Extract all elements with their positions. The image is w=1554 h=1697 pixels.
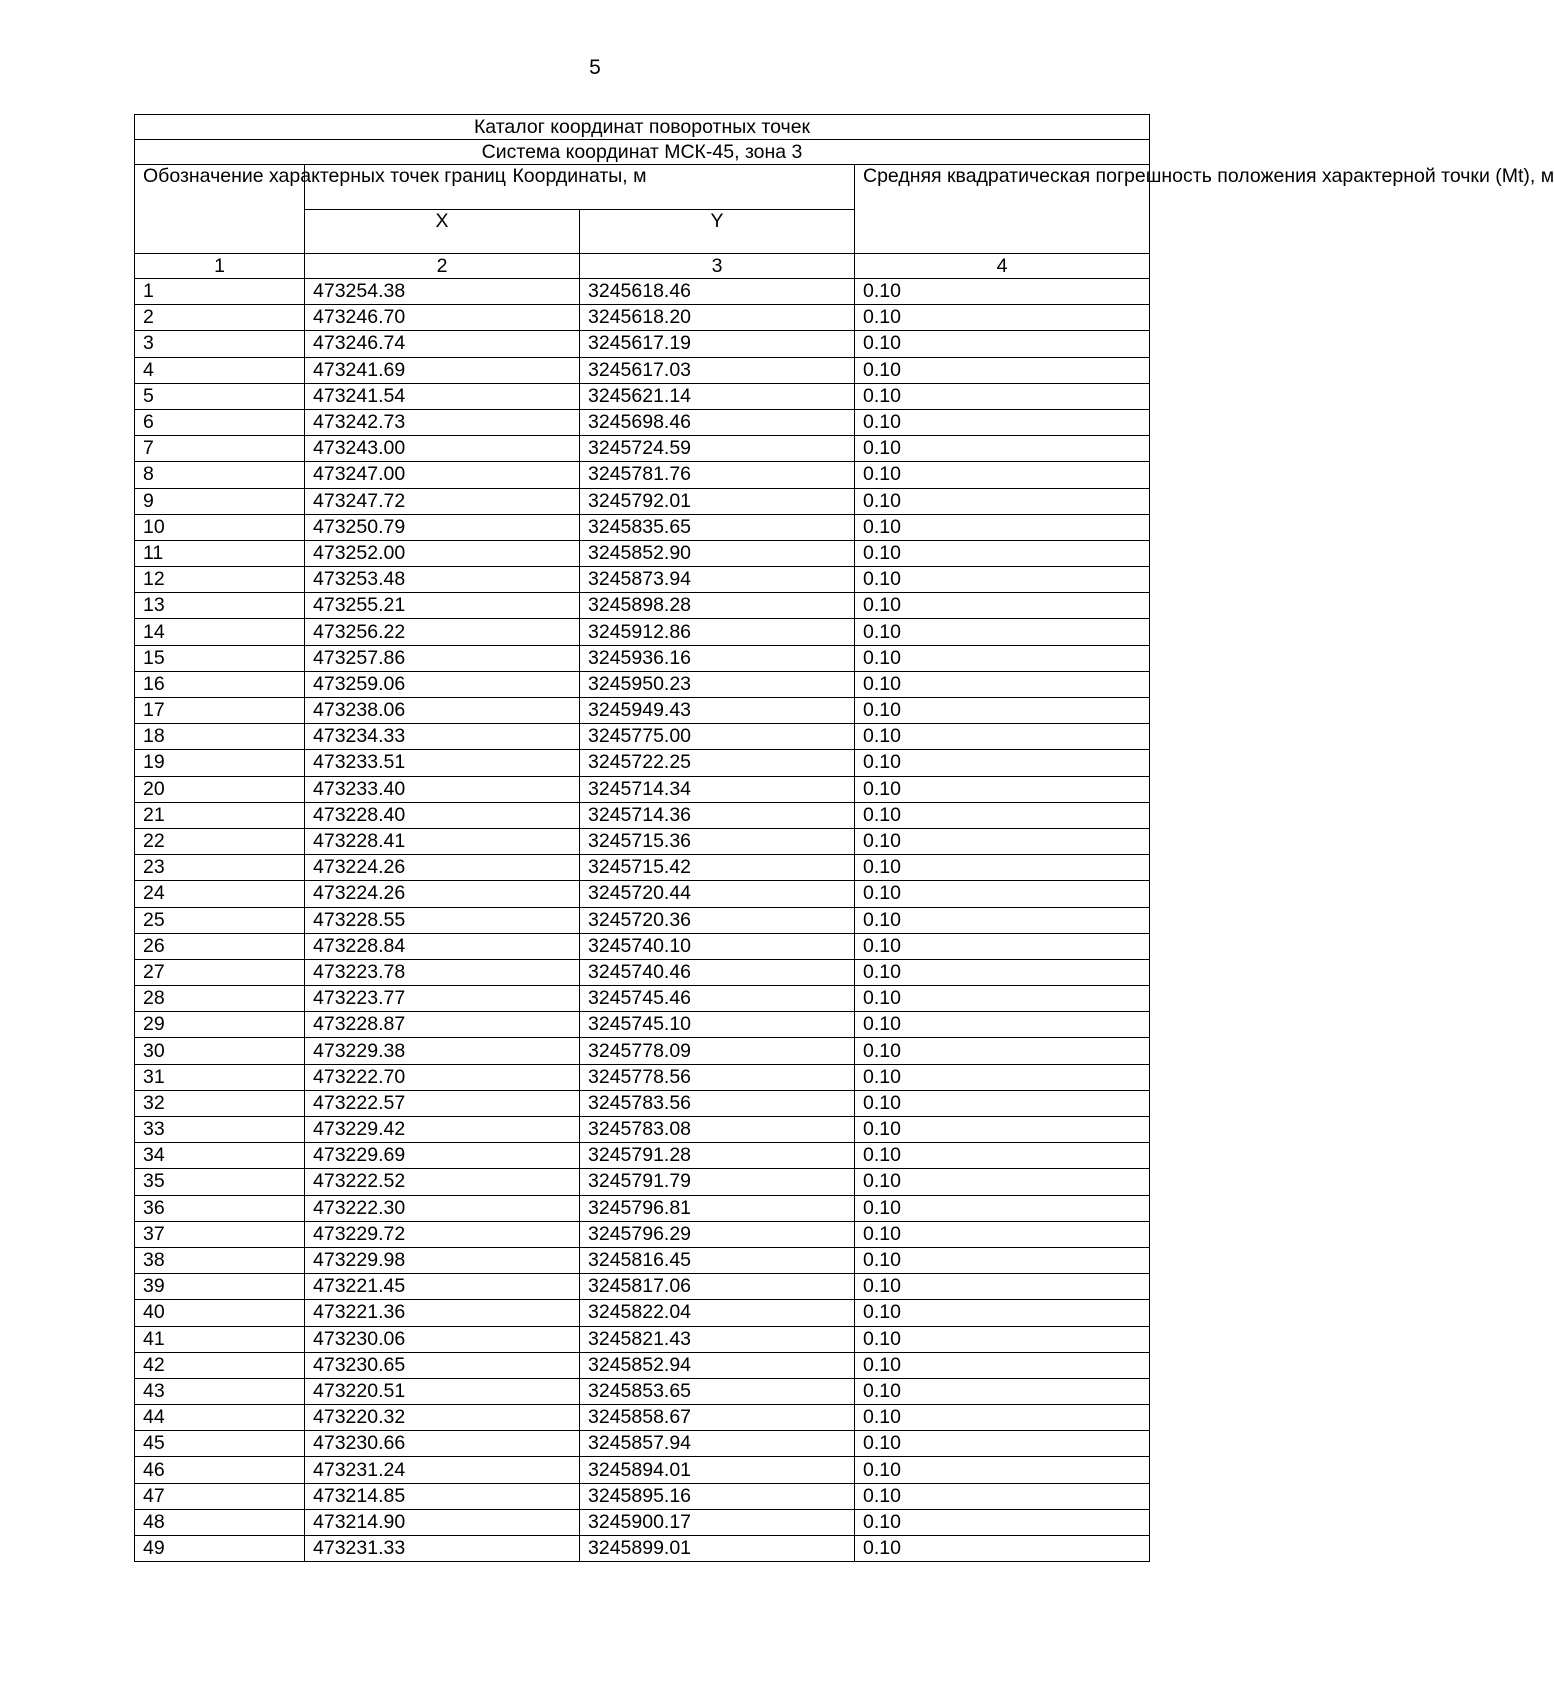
cell-x: 473242.73 <box>305 409 580 435</box>
cell-y: 3245900.17 <box>580 1509 855 1535</box>
cell-mt: 0.10 <box>855 357 1150 383</box>
cell-mt: 0.10 <box>855 907 1150 933</box>
cell-point-id: 4 <box>135 357 305 383</box>
cell-x: 473241.54 <box>305 383 580 409</box>
table-row <box>135 933 1150 959</box>
cell-mt: 0.10 <box>855 462 1150 488</box>
table-row <box>135 488 1150 514</box>
table-row <box>135 514 1150 540</box>
cell-x: 473247.00 <box>305 462 580 488</box>
cell-mt: 0.10 <box>855 698 1150 724</box>
cell-x: 473256.22 <box>305 619 580 645</box>
cell-point-id: 44 <box>135 1405 305 1431</box>
cell-y: 3245783.56 <box>580 1090 855 1116</box>
table-row <box>135 305 1150 331</box>
cell-mt: 0.10 <box>855 1090 1150 1116</box>
cell-y: 3245775.00 <box>580 724 855 750</box>
table-row <box>135 750 1150 776</box>
table-row <box>135 357 1150 383</box>
cell-point-id: 29 <box>135 1012 305 1038</box>
cell-point-id: 20 <box>135 776 305 802</box>
cell-point-id: 9 <box>135 488 305 514</box>
table-row <box>135 1117 1150 1143</box>
cell-mt: 0.10 <box>855 1117 1150 1143</box>
cell-mt: 0.10 <box>855 724 1150 750</box>
table-row <box>135 1012 1150 1038</box>
cell-mt: 0.10 <box>855 1509 1150 1535</box>
cell-y: 3245857.94 <box>580 1431 855 1457</box>
cell-point-id: 6 <box>135 409 305 435</box>
cell-point-id: 28 <box>135 986 305 1012</box>
cell-mt: 0.10 <box>855 1457 1150 1483</box>
table-row <box>135 724 1150 750</box>
table-row <box>135 828 1150 854</box>
cell-point-id: 21 <box>135 802 305 828</box>
cell-x: 473259.06 <box>305 671 580 697</box>
header-coordinates: Координаты, м <box>305 165 855 210</box>
cell-y: 3245720.44 <box>580 881 855 907</box>
column-number: 1 <box>135 254 305 279</box>
cell-point-id: 37 <box>135 1221 305 1247</box>
cell-point-id: 41 <box>135 1326 305 1352</box>
cell-y: 3245617.19 <box>580 331 855 357</box>
cell-y: 3245618.46 <box>580 279 855 305</box>
cell-x: 473230.06 <box>305 1326 580 1352</box>
table-row <box>135 1378 1150 1404</box>
table-row <box>135 671 1150 697</box>
cell-x: 473228.55 <box>305 907 580 933</box>
cell-x: 473247.72 <box>305 488 580 514</box>
cell-y: 3245792.01 <box>580 488 855 514</box>
table-row <box>135 1169 1150 1195</box>
cell-point-id: 42 <box>135 1352 305 1378</box>
cell-y: 3245740.10 <box>580 933 855 959</box>
cell-x: 473221.36 <box>305 1300 580 1326</box>
cell-x: 473224.26 <box>305 881 580 907</box>
cell-y: 3245949.43 <box>580 698 855 724</box>
cell-x: 473228.40 <box>305 802 580 828</box>
table-row <box>135 540 1150 566</box>
cell-y: 3245835.65 <box>580 514 855 540</box>
cell-x: 473220.51 <box>305 1378 580 1404</box>
cell-point-id: 36 <box>135 1195 305 1221</box>
table-row <box>135 776 1150 802</box>
cell-point-id: 27 <box>135 959 305 985</box>
cell-x: 473234.33 <box>305 724 580 750</box>
cell-point-id: 13 <box>135 593 305 619</box>
table-row <box>135 645 1150 671</box>
cell-x: 473220.32 <box>305 1405 580 1431</box>
cell-x: 473255.21 <box>305 593 580 619</box>
cell-y: 3245783.08 <box>580 1117 855 1143</box>
cell-y: 3245715.36 <box>580 828 855 854</box>
cell-mt: 0.10 <box>855 436 1150 462</box>
cell-point-id: 15 <box>135 645 305 671</box>
table-row <box>135 567 1150 593</box>
table-row <box>135 1143 1150 1169</box>
cell-mt: 0.10 <box>855 619 1150 645</box>
cell-point-id: 48 <box>135 1509 305 1535</box>
cell-x: 473230.66 <box>305 1431 580 1457</box>
cell-mt: 0.10 <box>855 828 1150 854</box>
cell-x: 473228.87 <box>305 1012 580 1038</box>
cell-point-id: 43 <box>135 1378 305 1404</box>
table-row <box>135 1090 1150 1116</box>
cell-point-id: 30 <box>135 1038 305 1064</box>
cell-mt: 0.10 <box>855 1405 1150 1431</box>
table-title: Каталог координат поворотных точек <box>135 115 1150 140</box>
cell-x: 473229.42 <box>305 1117 580 1143</box>
table-row <box>135 907 1150 933</box>
table-row <box>135 331 1150 357</box>
cell-y: 3245791.28 <box>580 1143 855 1169</box>
cell-y: 3245895.16 <box>580 1483 855 1509</box>
cell-y: 3245796.81 <box>580 1195 855 1221</box>
cell-mt: 0.10 <box>855 1274 1150 1300</box>
cell-x: 473221.45 <box>305 1274 580 1300</box>
table-row <box>135 1300 1150 1326</box>
cell-x: 473228.84 <box>305 933 580 959</box>
table-row <box>135 1509 1150 1535</box>
cell-y: 3245912.86 <box>580 619 855 645</box>
cell-mt: 0.10 <box>855 1247 1150 1273</box>
cell-point-id: 17 <box>135 698 305 724</box>
cell-y: 3245791.79 <box>580 1169 855 1195</box>
cell-y: 3245745.10 <box>580 1012 855 1038</box>
cell-point-id: 2 <box>135 305 305 331</box>
cell-y: 3245781.76 <box>580 462 855 488</box>
cell-y: 3245873.94 <box>580 567 855 593</box>
table-row <box>135 1038 1150 1064</box>
cell-y: 3245745.46 <box>580 986 855 1012</box>
table-row <box>135 593 1150 619</box>
cell-y: 3245816.45 <box>580 1247 855 1273</box>
cell-point-id: 12 <box>135 567 305 593</box>
column-number-row <box>135 254 1150 279</box>
cell-x: 473223.77 <box>305 986 580 1012</box>
cell-y: 3245936.16 <box>580 645 855 671</box>
cell-y: 3245853.65 <box>580 1378 855 1404</box>
table-row <box>135 279 1150 305</box>
cell-mt: 0.10 <box>855 933 1150 959</box>
cell-mt: 0.10 <box>855 881 1150 907</box>
cell-x: 473222.30 <box>305 1195 580 1221</box>
cell-mt: 0.10 <box>855 1169 1150 1195</box>
cell-mt: 0.10 <box>855 305 1150 331</box>
cell-mt: 0.10 <box>855 776 1150 802</box>
column-number: 4 <box>855 254 1150 279</box>
table-row <box>135 409 1150 435</box>
cell-y: 3245852.94 <box>580 1352 855 1378</box>
cell-mt: 0.10 <box>855 855 1150 881</box>
cell-point-id: 1 <box>135 279 305 305</box>
cell-x: 473250.79 <box>305 514 580 540</box>
cell-y: 3245858.67 <box>580 1405 855 1431</box>
cell-y: 3245822.04 <box>580 1300 855 1326</box>
cell-mt: 0.10 <box>855 1536 1150 1562</box>
cell-mt: 0.10 <box>855 1012 1150 1038</box>
column-number: 3 <box>580 254 855 279</box>
cell-mt: 0.10 <box>855 1431 1150 1457</box>
cell-x: 473228.41 <box>305 828 580 854</box>
cell-mt: 0.10 <box>855 331 1150 357</box>
cell-mt: 0.10 <box>855 1038 1150 1064</box>
cell-y: 3245715.42 <box>580 855 855 881</box>
table-row <box>135 802 1150 828</box>
column-number: 2 <box>305 254 580 279</box>
table-row <box>135 855 1150 881</box>
cell-point-id: 45 <box>135 1431 305 1457</box>
cell-point-id: 24 <box>135 881 305 907</box>
cell-x: 473229.38 <box>305 1038 580 1064</box>
cell-y: 3245817.06 <box>580 1274 855 1300</box>
cell-point-id: 7 <box>135 436 305 462</box>
cell-y: 3245720.36 <box>580 907 855 933</box>
cell-mt: 0.10 <box>855 1352 1150 1378</box>
cell-x: 473222.57 <box>305 1090 580 1116</box>
cell-point-id: 19 <box>135 750 305 776</box>
cell-point-id: 10 <box>135 514 305 540</box>
cell-y: 3245724.59 <box>580 436 855 462</box>
table-body <box>135 279 1150 1562</box>
cell-y: 3245778.56 <box>580 1064 855 1090</box>
cell-y: 3245899.01 <box>580 1536 855 1562</box>
table-row <box>135 1352 1150 1378</box>
cell-y: 3245714.36 <box>580 802 855 828</box>
cell-x: 473243.00 <box>305 436 580 462</box>
cell-x: 473224.26 <box>305 855 580 881</box>
cell-x: 473241.69 <box>305 357 580 383</box>
cell-point-id: 33 <box>135 1117 305 1143</box>
cell-mt: 0.10 <box>855 1221 1150 1247</box>
table-row <box>135 619 1150 645</box>
cell-y: 3245618.20 <box>580 305 855 331</box>
cell-y: 3245894.01 <box>580 1457 855 1483</box>
header-x: X <box>305 210 580 254</box>
cell-mt: 0.10 <box>855 593 1150 619</box>
cell-y: 3245898.28 <box>580 593 855 619</box>
cell-y: 3245714.34 <box>580 776 855 802</box>
cell-point-id: 49 <box>135 1536 305 1562</box>
cell-y: 3245621.14 <box>580 383 855 409</box>
table-row <box>135 1536 1150 1562</box>
cell-y: 3245778.09 <box>580 1038 855 1064</box>
cell-point-id: 3 <box>135 331 305 357</box>
cell-point-id: 25 <box>135 907 305 933</box>
header-point-designation: Обозначение характерных точек границ <box>135 165 305 254</box>
cell-point-id: 22 <box>135 828 305 854</box>
cell-mt: 0.10 <box>855 802 1150 828</box>
cell-mt: 0.10 <box>855 488 1150 514</box>
cell-point-id: 5 <box>135 383 305 409</box>
table-row <box>135 462 1150 488</box>
cell-mt: 0.10 <box>855 671 1150 697</box>
cell-point-id: 11 <box>135 540 305 566</box>
cell-point-id: 16 <box>135 671 305 697</box>
table-row <box>135 881 1150 907</box>
table-row <box>135 1326 1150 1352</box>
page-number: 5 <box>589 56 601 79</box>
cell-point-id: 32 <box>135 1090 305 1116</box>
cell-y: 3245852.90 <box>580 540 855 566</box>
table-row <box>135 1274 1150 1300</box>
cell-point-id: 8 <box>135 462 305 488</box>
cell-x: 473222.52 <box>305 1169 580 1195</box>
cell-mt: 0.10 <box>855 567 1150 593</box>
cell-mt: 0.10 <box>855 1483 1150 1509</box>
table-row <box>135 1247 1150 1273</box>
cell-mt: 0.10 <box>855 1326 1150 1352</box>
cell-mt: 0.10 <box>855 540 1150 566</box>
cell-point-id: 31 <box>135 1064 305 1090</box>
cell-mt: 0.10 <box>855 750 1150 776</box>
table-row <box>135 1405 1150 1431</box>
cell-x: 473233.51 <box>305 750 580 776</box>
cell-x: 473229.98 <box>305 1247 580 1273</box>
cell-x: 473231.24 <box>305 1457 580 1483</box>
cell-point-id: 35 <box>135 1169 305 1195</box>
cell-y: 3245796.29 <box>580 1221 855 1247</box>
cell-mt: 0.10 <box>855 959 1150 985</box>
cell-x: 473214.90 <box>305 1509 580 1535</box>
cell-y: 3245821.43 <box>580 1326 855 1352</box>
table-row <box>135 986 1150 1012</box>
table-row <box>135 959 1150 985</box>
table-row <box>135 1064 1150 1090</box>
cell-mt: 0.10 <box>855 1300 1150 1326</box>
table-row <box>135 1431 1150 1457</box>
cell-y: 3245617.03 <box>580 357 855 383</box>
cell-y: 3245740.46 <box>580 959 855 985</box>
cell-point-id: 46 <box>135 1457 305 1483</box>
cell-point-id: 34 <box>135 1143 305 1169</box>
cell-point-id: 14 <box>135 619 305 645</box>
cell-mt: 0.10 <box>855 1195 1150 1221</box>
table-row <box>135 436 1150 462</box>
cell-point-id: 23 <box>135 855 305 881</box>
cell-x: 473223.78 <box>305 959 580 985</box>
cell-point-id: 38 <box>135 1247 305 1273</box>
cell-point-id: 18 <box>135 724 305 750</box>
table-row <box>135 698 1150 724</box>
table-row <box>135 1483 1150 1509</box>
cell-mt: 0.10 <box>855 279 1150 305</box>
cell-point-id: 26 <box>135 933 305 959</box>
cell-point-id: 40 <box>135 1300 305 1326</box>
table-row <box>135 383 1150 409</box>
cell-x: 473257.86 <box>305 645 580 671</box>
cell-x: 473252.00 <box>305 540 580 566</box>
table-row <box>135 1221 1150 1247</box>
cell-mt: 0.10 <box>855 1143 1150 1169</box>
cell-mt: 0.10 <box>855 1378 1150 1404</box>
cell-x: 473254.38 <box>305 279 580 305</box>
cell-x: 473233.40 <box>305 776 580 802</box>
cell-point-id: 39 <box>135 1274 305 1300</box>
cell-x: 473230.65 <box>305 1352 580 1378</box>
header-mean-square-error: Средняя квадратическая погрешность положения характерной точки (Mt), м <box>855 165 1150 254</box>
cell-mt: 0.10 <box>855 409 1150 435</box>
cell-mt: 0.10 <box>855 986 1150 1012</box>
cell-x: 473229.72 <box>305 1221 580 1247</box>
cell-x: 473229.69 <box>305 1143 580 1169</box>
header-y: Y <box>580 210 855 254</box>
cell-mt: 0.10 <box>855 645 1150 671</box>
cell-x: 473246.70 <box>305 305 580 331</box>
cell-x: 473214.85 <box>305 1483 580 1509</box>
cell-y: 3245698.46 <box>580 409 855 435</box>
cell-point-id: 47 <box>135 1483 305 1509</box>
cell-mt: 0.10 <box>855 1064 1150 1090</box>
cell-y: 3245722.25 <box>580 750 855 776</box>
cell-x: 473222.70 <box>305 1064 580 1090</box>
cell-x: 473246.74 <box>305 331 580 357</box>
cell-x: 473231.33 <box>305 1536 580 1562</box>
cell-x: 473238.06 <box>305 698 580 724</box>
cell-x: 473253.48 <box>305 567 580 593</box>
cell-mt: 0.10 <box>855 383 1150 409</box>
coordinates-catalog-table <box>134 114 1554 1562</box>
cell-y: 3245950.23 <box>580 671 855 697</box>
table-row <box>135 1457 1150 1483</box>
cell-mt: 0.10 <box>855 514 1150 540</box>
table-row <box>135 1195 1150 1221</box>
table-subtitle: Система координат МСК-45, зона 3 <box>135 140 1150 165</box>
